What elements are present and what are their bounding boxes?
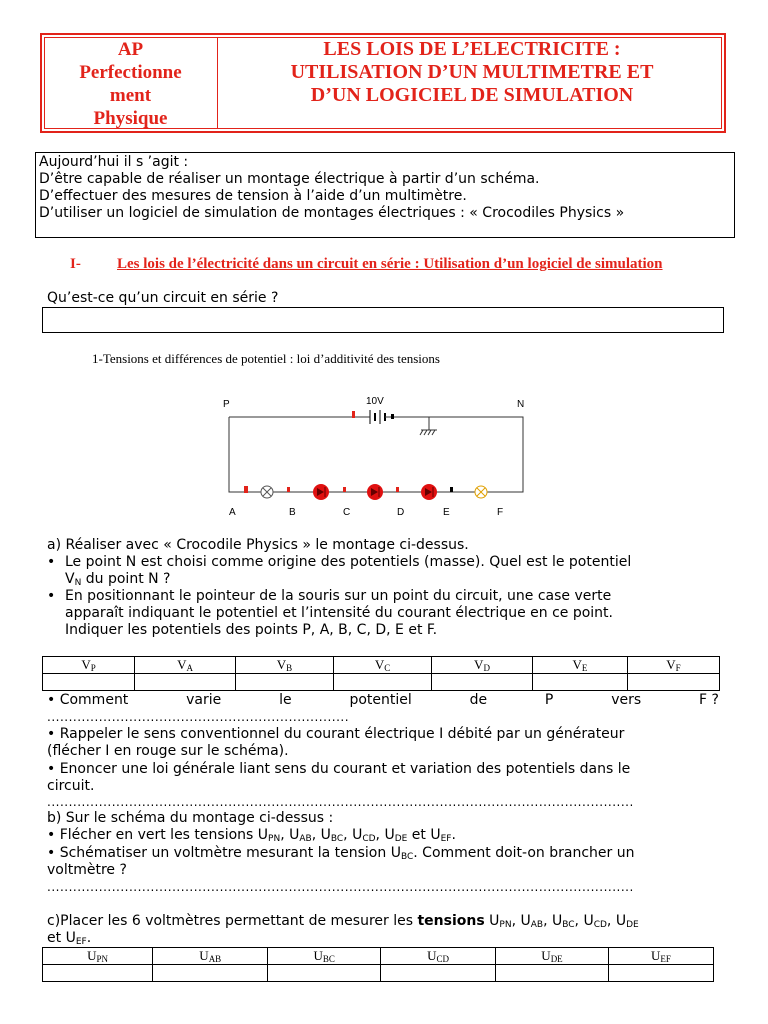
part-a-question-1: Le point N est choisi comme origine des potentiels (masse). Quel est le potentiel: [65, 554, 632, 570]
table-cell[interactable]: [496, 965, 609, 982]
table-cell[interactable]: [334, 674, 432, 691]
table-header-cell: $V_E$: [532, 657, 627, 674]
point-label-F: F: [497, 507, 504, 518]
table-cell[interactable]: [43, 674, 135, 691]
header-divider: [217, 37, 218, 129]
answer-line[interactable]: ......................................................................: [47, 710, 350, 724]
answer-line[interactable]: ........................................................................................................................................: [47, 880, 634, 894]
table-cell[interactable]: [43, 965, 153, 982]
part-b-voltmeter: • Schématiser un voltmètre mesurant la tension $U_{BC}$. Comment doit-on brancher un: [47, 845, 635, 862]
table-cell[interactable]: [381, 965, 496, 982]
table-header-cell: $V_F$: [627, 657, 719, 674]
circuit-diagram: [215, 390, 535, 520]
section-title: Les lois de l’électricité dans un circuit en série : Utilisation d’un logiciel de simulation: [117, 256, 663, 272]
section-number: I-: [70, 256, 81, 272]
potentials-table: [42, 656, 720, 691]
table-header-cell: $U_{PN}$: [43, 948, 153, 965]
table-header-row: [43, 657, 720, 674]
part-a-question-2: apparaît indiquant le potentiel et l’intensité du courant électrique en ce point.: [65, 605, 613, 621]
table-header-row: [43, 948, 714, 965]
question-current-direction: (flécher I en rouge sur le schéma).: [47, 743, 289, 759]
page-title: LES LOIS DE L’ELECTRICITE : UTILISATION D’UN MULTIMETRE ET D’UN LOGICIEL DE SIMULATION: [290, 38, 654, 106]
question-current-direction: • Rappeler le sens conventionnel du courant électrique I débité par un générateur: [47, 726, 625, 742]
polarity-marker: [352, 411, 355, 418]
objective-item: D’être capable de réaliser un montage électrique à partir d’un schéma.: [39, 171, 540, 187]
table-cell[interactable]: [268, 965, 381, 982]
subsection-title: 1-Tensions et différences de potentiel : loi d’additivité des tensions: [92, 351, 440, 366]
question-potential-variation: • Comment varie le potentiel de P vers F ?: [47, 692, 719, 708]
header-course-label: AP Perfectionne ment Physique: [79, 39, 182, 129]
table-header-cell: $U_{DE}$: [496, 948, 609, 965]
answer-line[interactable]: ........................................................................................................................................: [47, 795, 634, 809]
point-label-A: A: [229, 507, 236, 518]
polarity-marker: [396, 487, 399, 492]
point-label-D: D: [397, 507, 405, 518]
objective-intro: Aujourd’hui il s ’agit :: [39, 154, 189, 170]
table-cell[interactable]: [235, 674, 333, 691]
tensions-table: [42, 947, 714, 982]
table-row: [43, 674, 720, 691]
table-row: [43, 965, 714, 982]
table-cell[interactable]: [153, 965, 268, 982]
circuit-wire: [229, 417, 523, 492]
table-cell[interactable]: [608, 965, 713, 982]
table-header-cell: $V_A$: [135, 657, 236, 674]
polarity-marker: [244, 486, 248, 493]
table-cell[interactable]: [432, 674, 533, 691]
part-a-question-1-cont: $V_N$ du point N ?: [65, 571, 171, 588]
point-label-N: N: [517, 399, 525, 410]
question-series-circuit: Qu’est-ce qu’un circuit en série ?: [47, 290, 279, 306]
objective-item: D’effectuer des mesures de tension à l’aide d’un multimètre.: [39, 188, 467, 204]
table-header-cell: $U_{EF}$: [608, 948, 713, 965]
table-header-cell: $V_B$: [235, 657, 333, 674]
point-label-P: P: [223, 399, 230, 410]
table-header-cell: $V_D$: [432, 657, 533, 674]
table-header-cell: $U_{AB}$: [153, 948, 268, 965]
point-label-B: B: [289, 507, 296, 518]
part-a-question-2: Indiquer les potentiels des points P, A, B, C, D, E et F.: [65, 622, 438, 638]
part-a-question-2: En positionnant le pointeur de la souris sur un point du circuit, une case verte: [65, 588, 612, 604]
polarity-marker: [391, 414, 394, 419]
point-label-E: E: [443, 507, 450, 518]
polarity-marker: [343, 487, 346, 492]
table-header-cell: $U_{BC}$: [268, 948, 381, 965]
polarity-marker: [287, 487, 290, 492]
question-general-law: circuit.: [47, 778, 95, 794]
answer-box[interactable]: [42, 307, 724, 333]
part-c-text: c)Placer les 6 voltmètres permettant de mesurer les tensions $U_{PN}$, $U_{AB}$, $U_{BC}$, $U_{CD}$, $U_{DE}$: [47, 913, 639, 930]
battery-label: 10V: [366, 396, 384, 407]
part-a-intro: a) Réaliser avec « Crocodile Physics » le montage ci-dessus.: [47, 537, 469, 553]
table-cell[interactable]: [532, 674, 627, 691]
table-header-cell: $U_{CD}$: [381, 948, 496, 965]
part-b-voltmeter: voltmètre ?: [47, 862, 127, 878]
objective-item: D’utiliser un logiciel de simulation de montages électriques : « Crocodiles Physics »: [39, 205, 625, 221]
point-label-C: C: [343, 507, 351, 518]
table-header-cell: $V_P$: [43, 657, 135, 674]
polarity-marker: [450, 487, 453, 492]
part-b-intro: b) Sur le schéma du montage ci-dessus :: [47, 810, 334, 826]
bullet: •: [47, 588, 56, 604]
table-cell[interactable]: [627, 674, 719, 691]
table-cell[interactable]: [135, 674, 236, 691]
part-c-text: et $U_{EF}$.: [47, 930, 92, 947]
part-b-arrows: • Flécher en vert les tensions $U_{PN}$, $U_{AB}$, $U_{BC}$, $U_{CD}$, $U_{DE}$ et $U_{EF}$.: [47, 827, 456, 844]
question-general-law: • Enoncer une loi générale liant sens du courant et variation des potentiels dans le: [47, 761, 631, 777]
table-header-cell: $V_C$: [334, 657, 432, 674]
bullet: •: [47, 554, 56, 570]
